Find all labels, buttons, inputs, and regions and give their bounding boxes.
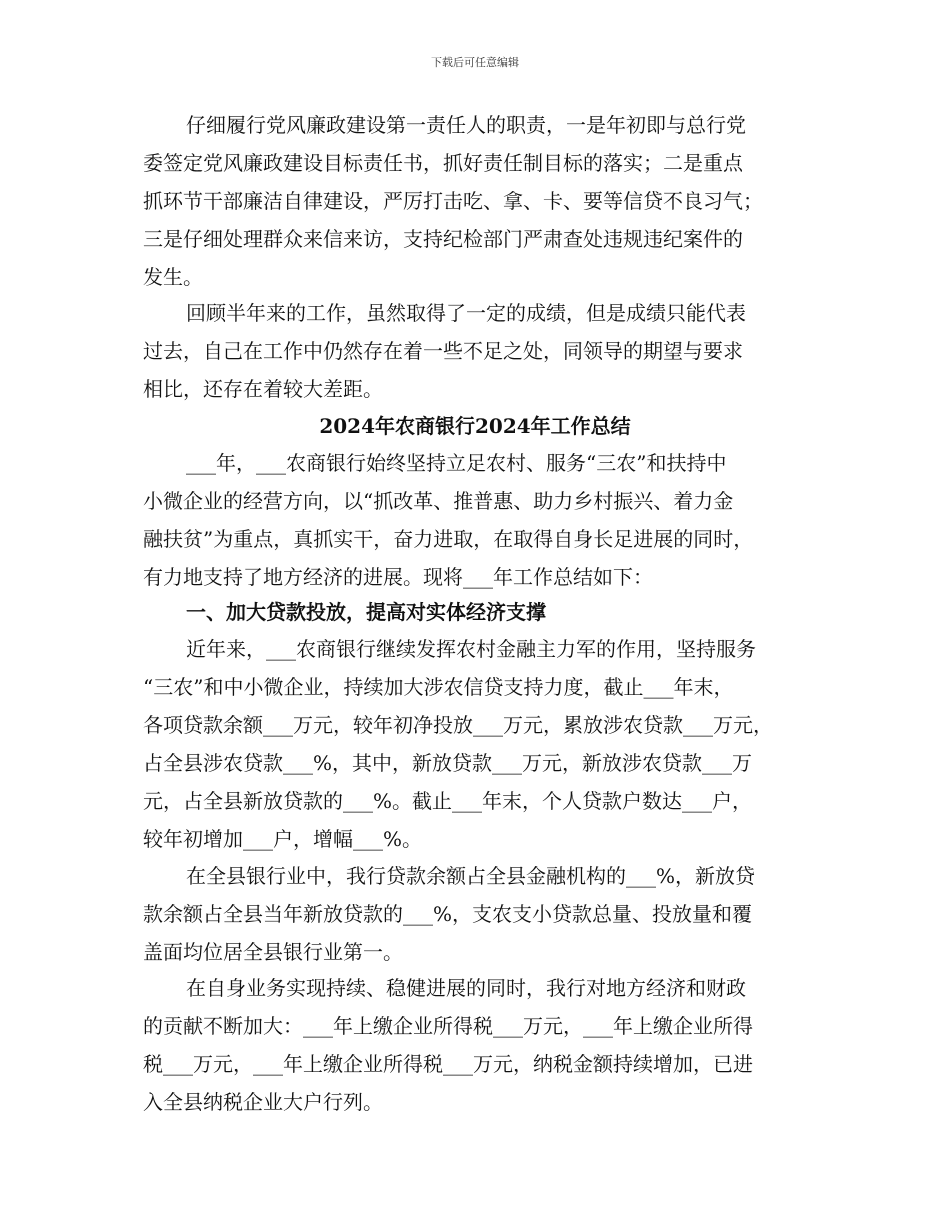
- paragraph-line: 各项贷款余额___万元，较年初净投放___万元，累放涉农贷款___万元，: [143, 713, 773, 737]
- paragraph-line: “三农”和中小微企业，持续加大涉农信贷支持力度，截止___年末，: [143, 675, 734, 699]
- paragraph-line: 入全县纳税企业大户行列。: [143, 1090, 383, 1114]
- paragraph-line: 在全县银行业中，我行贷款余额占全县金融机构的___%，新放贷: [186, 864, 756, 888]
- paragraph-line: 在自身业务实现持续、稳健进展的同时，我行对地方经济和财政: [186, 976, 746, 1000]
- paragraph-line: 盖面均位居全县银行业第一。: [143, 940, 403, 964]
- paragraph-line: ___年，___农商银行始终坚持立足农村、服务“三农”和扶持中: [186, 451, 727, 475]
- paragraph-line: 小微企业的经营方向，以“抓改革、推普惠、助力乡村振兴、着力金: [143, 489, 734, 513]
- paragraph-line: 的贡献不断加大：___年上缴企业所得税___万元，___年上缴企业所得: [143, 1014, 753, 1038]
- paragraph-line: 抓环节干部廉洁自律建设，严厉打击吃、拿、卡、要等信贷不良习气；: [143, 189, 763, 213]
- paragraph-line: 近年来，___农商银行继续发挥农村金融主力军的作用，坚持服务: [186, 637, 756, 661]
- paragraph-line: 税___万元，___年上缴企业所得税___万元，纳税金额持续增加，已进: [143, 1052, 753, 1076]
- paragraph-line: 发生。: [143, 265, 203, 289]
- paragraph-line: 有力地支持了地方经济的进展。现将___年工作总结如下：: [143, 565, 653, 589]
- paragraph-line: 三是仔细处理群众来信来访，支持纪检部门严肃查处违规违纪案件的: [143, 227, 743, 251]
- paragraph-line: 相比，还存在着较大差距。: [143, 377, 383, 401]
- paragraph-line: 占全县涉农贷款___%，其中，新放贷款___万元，新放涉农贷款___万: [143, 751, 753, 775]
- document-title: 2024年农商银行2024年工作总结: [319, 414, 631, 438]
- paragraph-line: 较年初增加___户，增幅___%。: [143, 827, 423, 851]
- page-header: 下载后可任意编辑: [431, 56, 519, 69]
- paragraph-line: 款余额占全县当年新放贷款的___%，支农支小贷款总量、投放量和覆: [143, 902, 753, 926]
- paragraph-line: 委签定党风廉政建设目标责任书，抓好责任制目标的落实；二是重点: [143, 151, 743, 175]
- paragraph-line: 回顾半年来的工作，虽然取得了一定的成绩，但是成绩只能代表: [186, 301, 746, 325]
- paragraph-line: 元，占全县新放贷款的___%。截止___年末，个人贷款户数达___户，: [143, 789, 753, 813]
- paragraph-line: 仔细履行党风廉政建设第一责任人的职责，一是年初即与总行党: [186, 113, 746, 137]
- paragraph-line: 过去，自己在工作中仍然存在着一些不足之处，同领导的期望与要求: [143, 339, 743, 363]
- paragraph-line: 融扶贫”为重点，真抓实干，奋力进取，在取得自身长足进展的同时，: [143, 527, 754, 551]
- section-heading: 一、加大贷款投放，提高对实体经济支撑: [186, 600, 546, 624]
